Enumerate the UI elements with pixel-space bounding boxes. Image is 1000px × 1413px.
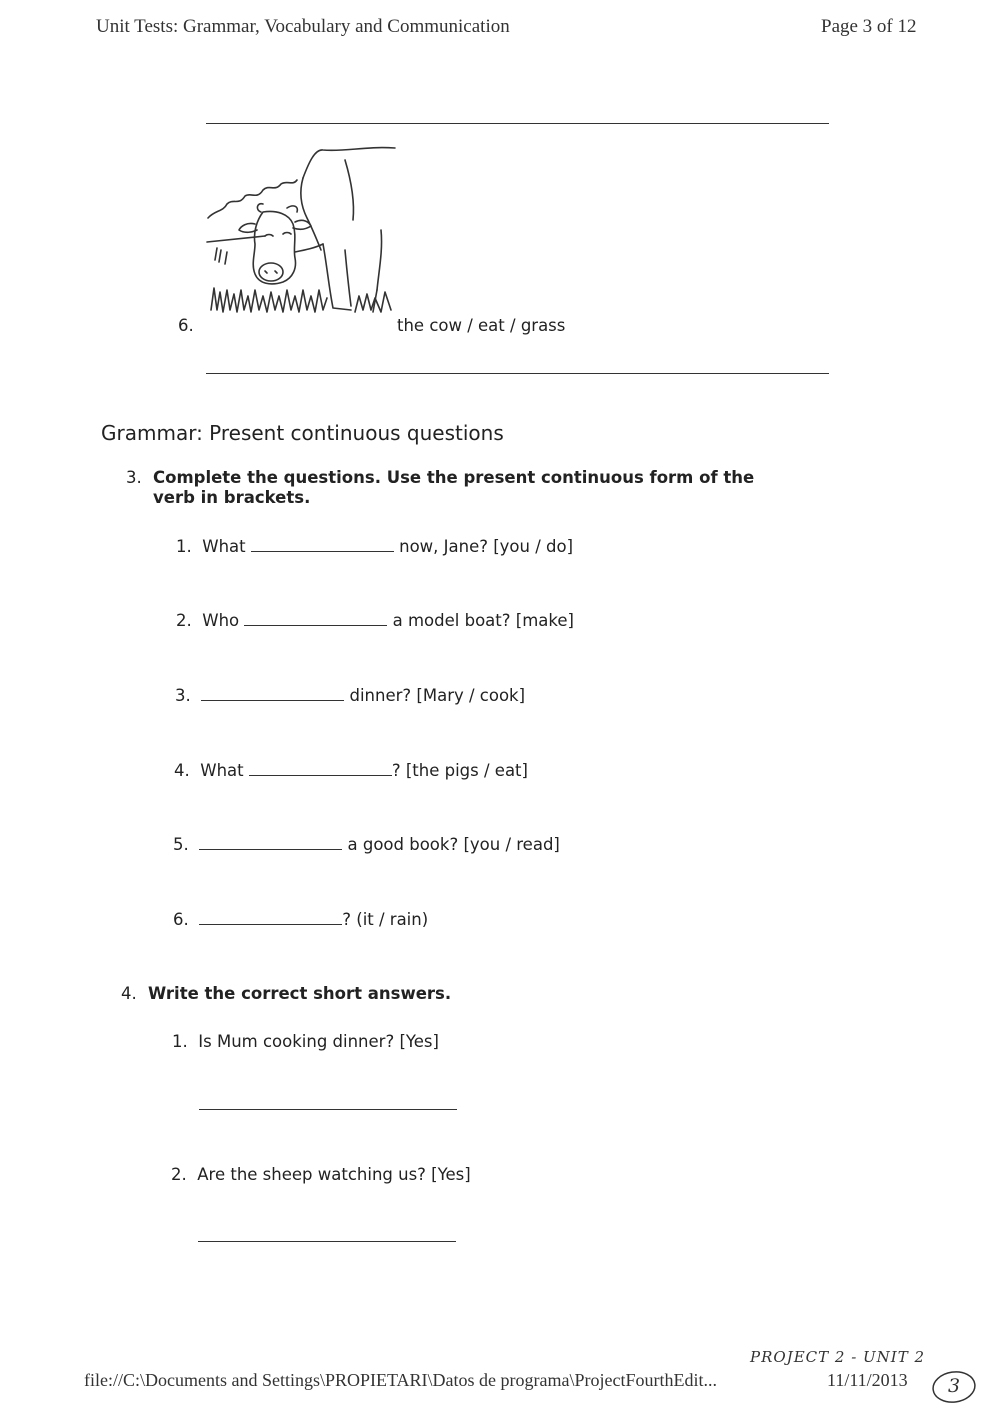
- answer-blank[interactable]: [244, 611, 387, 626]
- exercise-4-instruction: Write the correct short answers.: [148, 984, 452, 1003]
- answer-blank[interactable]: [251, 537, 394, 552]
- exercise-4-number: 4.: [121, 984, 137, 1003]
- question-item: [176, 537, 573, 556]
- question-number: 2.: [171, 1165, 187, 1184]
- answer-line[interactable]: [199, 1109, 457, 1110]
- question-number: 5.: [173, 835, 189, 854]
- question-number: 4.: [174, 761, 190, 780]
- question-lead: What: [202, 537, 246, 556]
- answer-line[interactable]: [198, 1241, 456, 1242]
- question-number: 3.: [175, 686, 191, 705]
- cow-item-prompt: the cow / eat / grass: [397, 316, 566, 335]
- document-header-title: Unit Tests: Grammar, Vocabulary and Communication: [96, 16, 510, 37]
- answer-line: [206, 123, 829, 124]
- question-tail: dinner? [Mary / cook]: [349, 686, 526, 705]
- question-tail: now, Jane? [you / do]: [399, 537, 574, 556]
- answer-blank[interactable]: [249, 761, 392, 776]
- question-item: [172, 1032, 439, 1051]
- print-date: 11/11/2013: [827, 1370, 908, 1390]
- exercise-3-number: 3.: [126, 468, 142, 487]
- question-item: [176, 611, 574, 630]
- exercise-3-instruction: Complete the questions. Use the present continuous form of the: [153, 468, 755, 487]
- question-number: 2.: [176, 611, 192, 630]
- question-item: [173, 910, 428, 929]
- answer-line: [206, 373, 829, 374]
- exercise-3-instruction-cont: verb in brackets.: [153, 488, 311, 507]
- section-title: Grammar: Present continuous questions: [101, 421, 504, 445]
- question-lead: What: [200, 761, 244, 780]
- handwritten-page-number: 3: [948, 1375, 961, 1397]
- question-text: Is Mum cooking dinner? [Yes]: [198, 1032, 439, 1051]
- answer-blank[interactable]: [199, 910, 342, 925]
- cow-grazing-illustration: [205, 140, 400, 320]
- cow-item-number: 6.: [178, 316, 194, 335]
- question-item: [171, 1165, 471, 1184]
- answer-blank[interactable]: [201, 686, 344, 701]
- question-tail: a good book? [you / read]: [347, 835, 560, 854]
- question-tail: a model boat? [make]: [392, 611, 574, 630]
- question-text: Are the sheep watching us? [Yes]: [197, 1165, 471, 1184]
- question-item: [174, 761, 528, 780]
- question-number: 1.: [176, 537, 192, 556]
- page-number: Page 3 of 12: [821, 16, 917, 37]
- question-tail: ? (it / rain): [342, 910, 429, 929]
- question-lead: Who: [202, 611, 240, 630]
- question-tail: ? [the pigs / eat]: [391, 761, 528, 780]
- question-item: [175, 686, 525, 705]
- question-item: [173, 835, 560, 854]
- answer-blank[interactable]: [199, 835, 342, 850]
- question-number: 1.: [172, 1032, 188, 1051]
- question-number: 6.: [173, 910, 189, 929]
- file-path: file://C:\Documents and Settings\PROPIETARI\Datos de programa\ProjectFourthEdit...: [84, 1370, 717, 1390]
- handwritten-page-circle: [931, 1370, 977, 1404]
- handwritten-note: PROJECT 2 - UNIT 2: [750, 1348, 926, 1366]
